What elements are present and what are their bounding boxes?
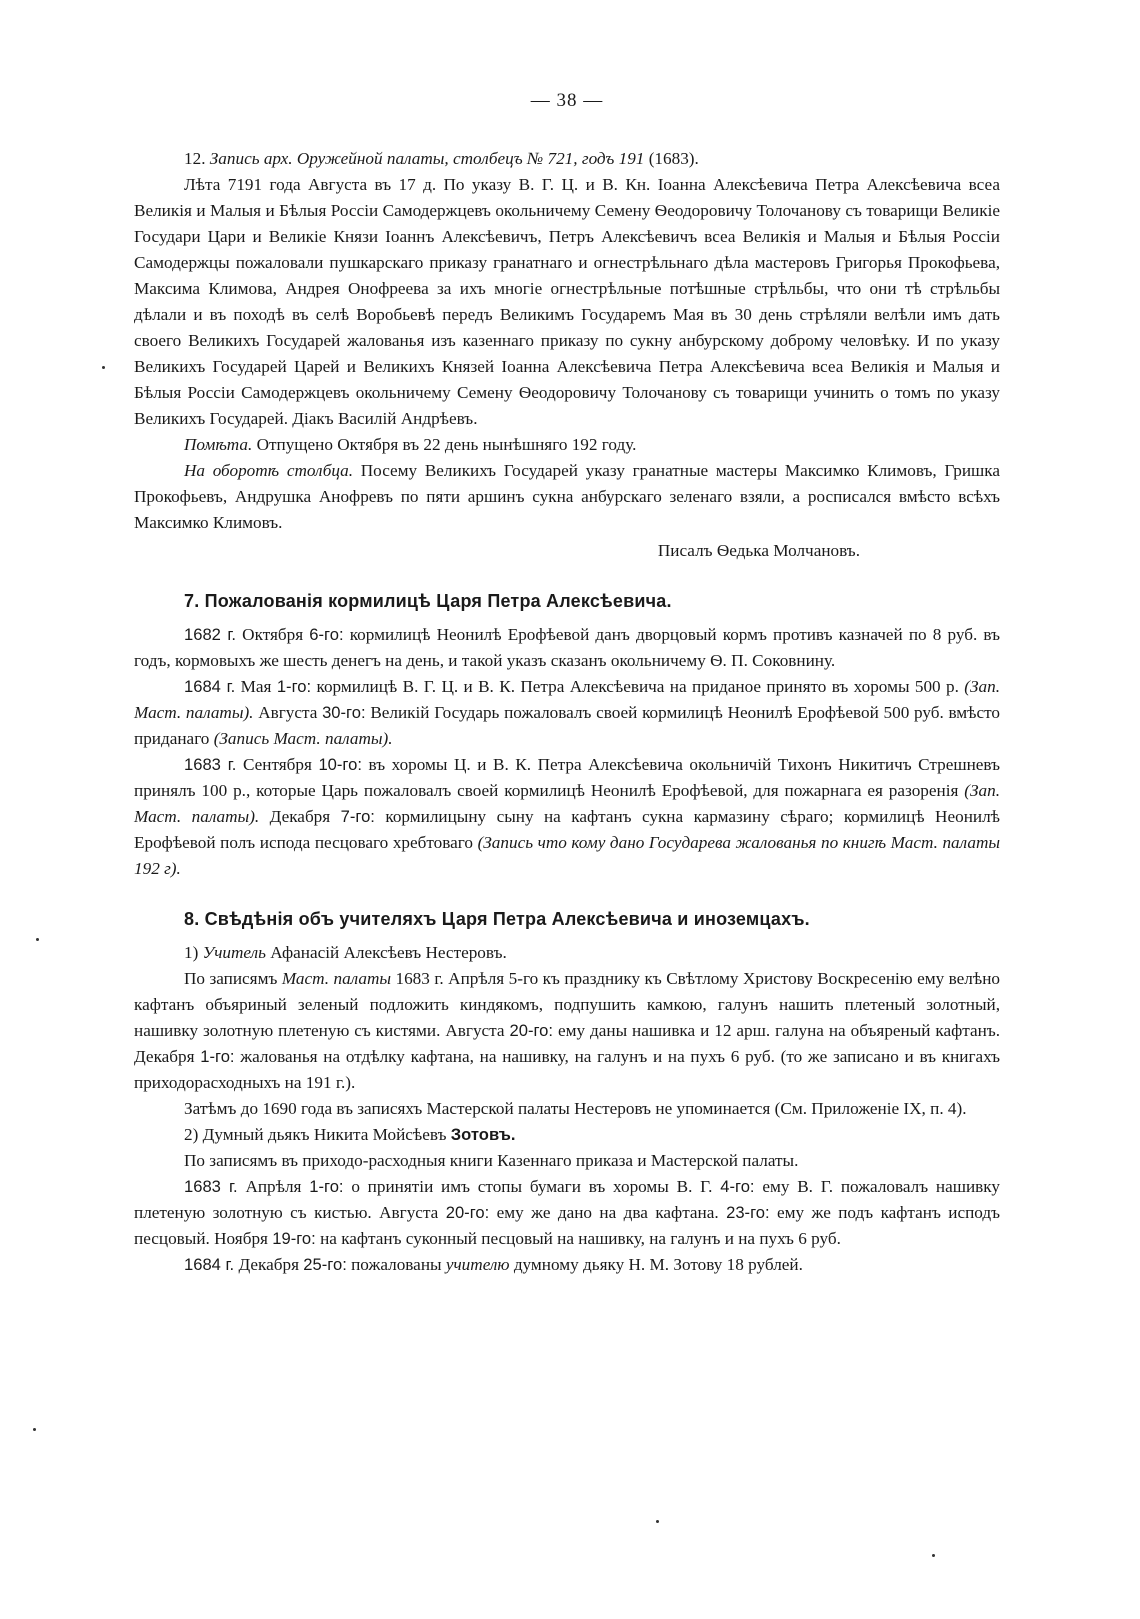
day: 10-го: (318, 755, 362, 774)
text: кормилицыну сыну на кафтанъ сукна кармазину сѣраго; кормилицѣ Неонилѣ Ерофѣевой полъ испода песцоваго хребтоваго (134, 807, 1000, 852)
item-number: 1) (184, 943, 199, 962)
teacher-label: учителю (445, 1255, 510, 1274)
doc-body: Лѣта 7191 года Августа въ 17 д. По указу В. Г. Ц. и В. Кн. Іоанна Алексѣевича Петра Алексѣевича всеа Великія и Малыя и Бѣлыя Россіи Самодержцевъ окольничему Семену Ѳеодоровичу Толочанову съ товарищи Великіе Государи Цари и Великіе Князи Іоаннъ Алексѣевичъ, Петръ Алексѣевичъ всеа Великія и Малыя и Бѣлыя Россіи Самодержцы пожаловали пушкарскаго приказу гранатнаго и огнестрѣльнаго дѣла мастеровъ Григорья Прокофьева, Максима Климова, Андрея Онофреева за ихъ многіе огнестрѣльные потѣшные стрѣльбы, что они тѣ стрѣльбы дѣлали и въ походѣ въ селѣ Воробьевѣ передъ Великимъ Государемъ Мая въ 30 день стрѣляли велѣли имъ дать своего Великихъ Государей жалованья изъ казеннаго приказу по сукну анбурскому доброму человѣку. И по указу Великихъ Государей Царей и Великихъ Князей Іоанна Алексѣевича Петра Алексѣевича всеа Великія и Малыя и Бѣлыя Россіи Самодержцевъ окольничему Семену Ѳеодоровичу Толочанову съ товарищи учинить о томъ по указу Великихъ Государей. Діакъ Василій Андрѣевъ. (134, 175, 1000, 428)
teacher-name: Афанасій Алексѣевъ Нестеровъ. (270, 943, 507, 962)
section-8-paragraph-3: По записямъ въ приходо-расходныя книги Казеннаго приказа и Мастерской палаты. (184, 1151, 799, 1170)
section-8-paragraph-5 (134, 1252, 1000, 1278)
oborot-text: Посему Великихъ Государей указу гранатные мастеры Максимко Климовъ, Гришка Прокофьевъ, Андрушка Анофревъ по пяти аршинъ сукна анбурскаго зеленаго взяли, а росписался вмѣсто всѣхъ Максимко Климовъ. (134, 461, 1000, 532)
teacher-1-heading (134, 940, 1000, 966)
day: 6-го: (309, 625, 344, 644)
text: Декабря (269, 807, 331, 826)
day: 30-го: (322, 703, 366, 722)
text: Августа (258, 703, 318, 722)
scan-speck (33, 1428, 36, 1431)
year: 1684 г. (184, 677, 236, 696)
doc-year: (1683). (648, 149, 699, 168)
reference: (Запись Маст. палаты). (213, 729, 393, 748)
source: Маст. палаты (281, 969, 392, 988)
section-7-paragraph-2 (134, 674, 1000, 752)
document-page (134, 88, 1000, 1278)
text: Мая (240, 677, 272, 696)
text: Декабря (238, 1255, 299, 1274)
teacher-name: Зотовъ. (450, 1125, 516, 1144)
teacher-label: Учитель (202, 943, 266, 962)
text: кормилицѣ В. Г. Ц. и В. К. Петра Алексѣевича на приданое принято въ хоромы 500 р. (316, 677, 959, 696)
year: 1684 г. (184, 1255, 235, 1274)
day: 19-го: (272, 1229, 316, 1248)
text: Сентября (242, 755, 312, 774)
pometa-text: Отпущено Октября въ 22 день нынѣшняго 192 году. (256, 435, 637, 454)
oborot-label: На оборотѣ столбца. (184, 461, 354, 480)
day: 23-го: (726, 1203, 770, 1222)
year: 1682 г. (184, 625, 237, 644)
day: 20-го: (445, 1203, 490, 1222)
year: 1683 г. (184, 755, 237, 774)
scan-speck (36, 938, 39, 941)
doc-number: 12. (184, 149, 206, 168)
day: 4-го: (720, 1177, 755, 1196)
day: 1-го: (276, 677, 312, 696)
section-8-paragraph-4 (134, 1174, 1000, 1252)
text: ему же дано на два кафтана. (496, 1203, 719, 1222)
text: Великій Государь пожаловалъ своей кормилицѣ Неонилѣ Ерофѣевой 500 руб. вмѣсто приданаго (134, 703, 1001, 748)
reference: (Зап. Маст. палаты). (134, 677, 1001, 722)
section-7-paragraph-1 (134, 622, 1000, 674)
pometa-label: Помѣта. (184, 435, 253, 454)
day: 7-го: (340, 807, 375, 826)
section-8-heading: 8. Свѣдѣнія объ учителяхъ Царя Петра Алексѣевича и иноземцахъ. (184, 909, 810, 929)
doc-source: Запись арх. Оружейной палаты, столбецъ № 721, годъ 191 (209, 149, 645, 168)
text: на кафтанъ суконный песцовый на нашивку, на галунъ и на пухъ 6 руб. (320, 1229, 841, 1248)
text: По записямъ (184, 969, 278, 988)
day: 1-го: (200, 1047, 235, 1066)
doc-title (134, 146, 1000, 172)
scan-speck (656, 1520, 659, 1523)
day: 25-го: (303, 1255, 347, 1274)
reference: (Зап. Маст. палаты). (134, 781, 1001, 826)
doc-signature: Писалъ Ѳедька Молчановъ. (657, 541, 860, 560)
year: 1683 г. (184, 1177, 238, 1196)
text: пожалованы (351, 1255, 442, 1274)
item-number: 2) (184, 1125, 199, 1144)
text: 1683 г. Апрѣля 5-го къ празднику къ Свѣтлому Христову Воскресенію ему велѣно кафтанъ объяриный зеленый подложить киндякомъ, подпушить камкою, галунъ нашить плетеный золотный, нашивку золотную плетеную съ кистями. Августа (134, 969, 1000, 1040)
day: 20-го: (509, 1021, 553, 1040)
text: жалованья на отдѣлку кафтана, на нашивку, на галунъ и на пухъ 6 руб. (то же записано и въ книгахъ приходорасходныхъ на 191 г.). (134, 1047, 1000, 1092)
section-8-paragraph-2: Затѣмъ до 1690 года въ записяхъ Мастерской палаты Нестеровъ не упоминается (См. Приложеніе IX, п. 4). (184, 1099, 967, 1118)
scan-speck (932, 1554, 935, 1557)
text: думному дьяку Н. М. Зотову 18 рублей. (513, 1255, 803, 1274)
section-7-heading: 7. Пожалованія кормилицѣ Царя Петра Алексѣевича. (184, 591, 672, 611)
text: о принятіи имъ стопы бумаги въ хоромы В. Г. (351, 1177, 713, 1196)
section-7-paragraph-3 (134, 752, 1000, 882)
text: ему даны нашивка и 12 арш. галуна на объяреный кафтанъ. Декабря (134, 1021, 1001, 1066)
page-number: — 38 — (530, 90, 604, 111)
reference: (Запись что кому дано Государева жалованья по книгѣ Маст. палаты 192 г). (134, 833, 1000, 878)
section-8-paragraph-1 (134, 966, 1000, 1096)
scan-speck (102, 366, 105, 369)
text: Октября (242, 625, 304, 644)
text: Апрѣля (245, 1177, 302, 1196)
text: въ хоромы Ц. и В. К. Петра Алексѣевича окольничій Тихонъ Никитичъ Стрешневъ принялъ 100 р., которые Царь пожаловалъ своей кормилицѣ Неонилѣ Ерофѣевой, для пожарнага ея разоренія (134, 755, 1000, 800)
text: кормилицѣ Неонилѣ Ерофѣевой данъ дворцовый кормъ противъ казначей по 8 руб. въ годъ, кормовыхъ же шесть денегъ на день, и такой указъ сказанъ окольничему Ѳ. П. Соковнину. (134, 625, 1001, 670)
doc-pometa (134, 432, 1000, 458)
text: ему В. Г. пожаловалъ нашивку плетеную золотную съ кистью. Августа (134, 1177, 1000, 1222)
teacher-2-heading (134, 1122, 1000, 1148)
day: 1-го: (309, 1177, 344, 1196)
doc-oborot (134, 458, 1000, 536)
text: Думный дьякъ Никита Мойсѣевъ (202, 1125, 447, 1144)
text: ему же подъ кафтанъ исподъ песцовый. Ноября (134, 1203, 1001, 1248)
